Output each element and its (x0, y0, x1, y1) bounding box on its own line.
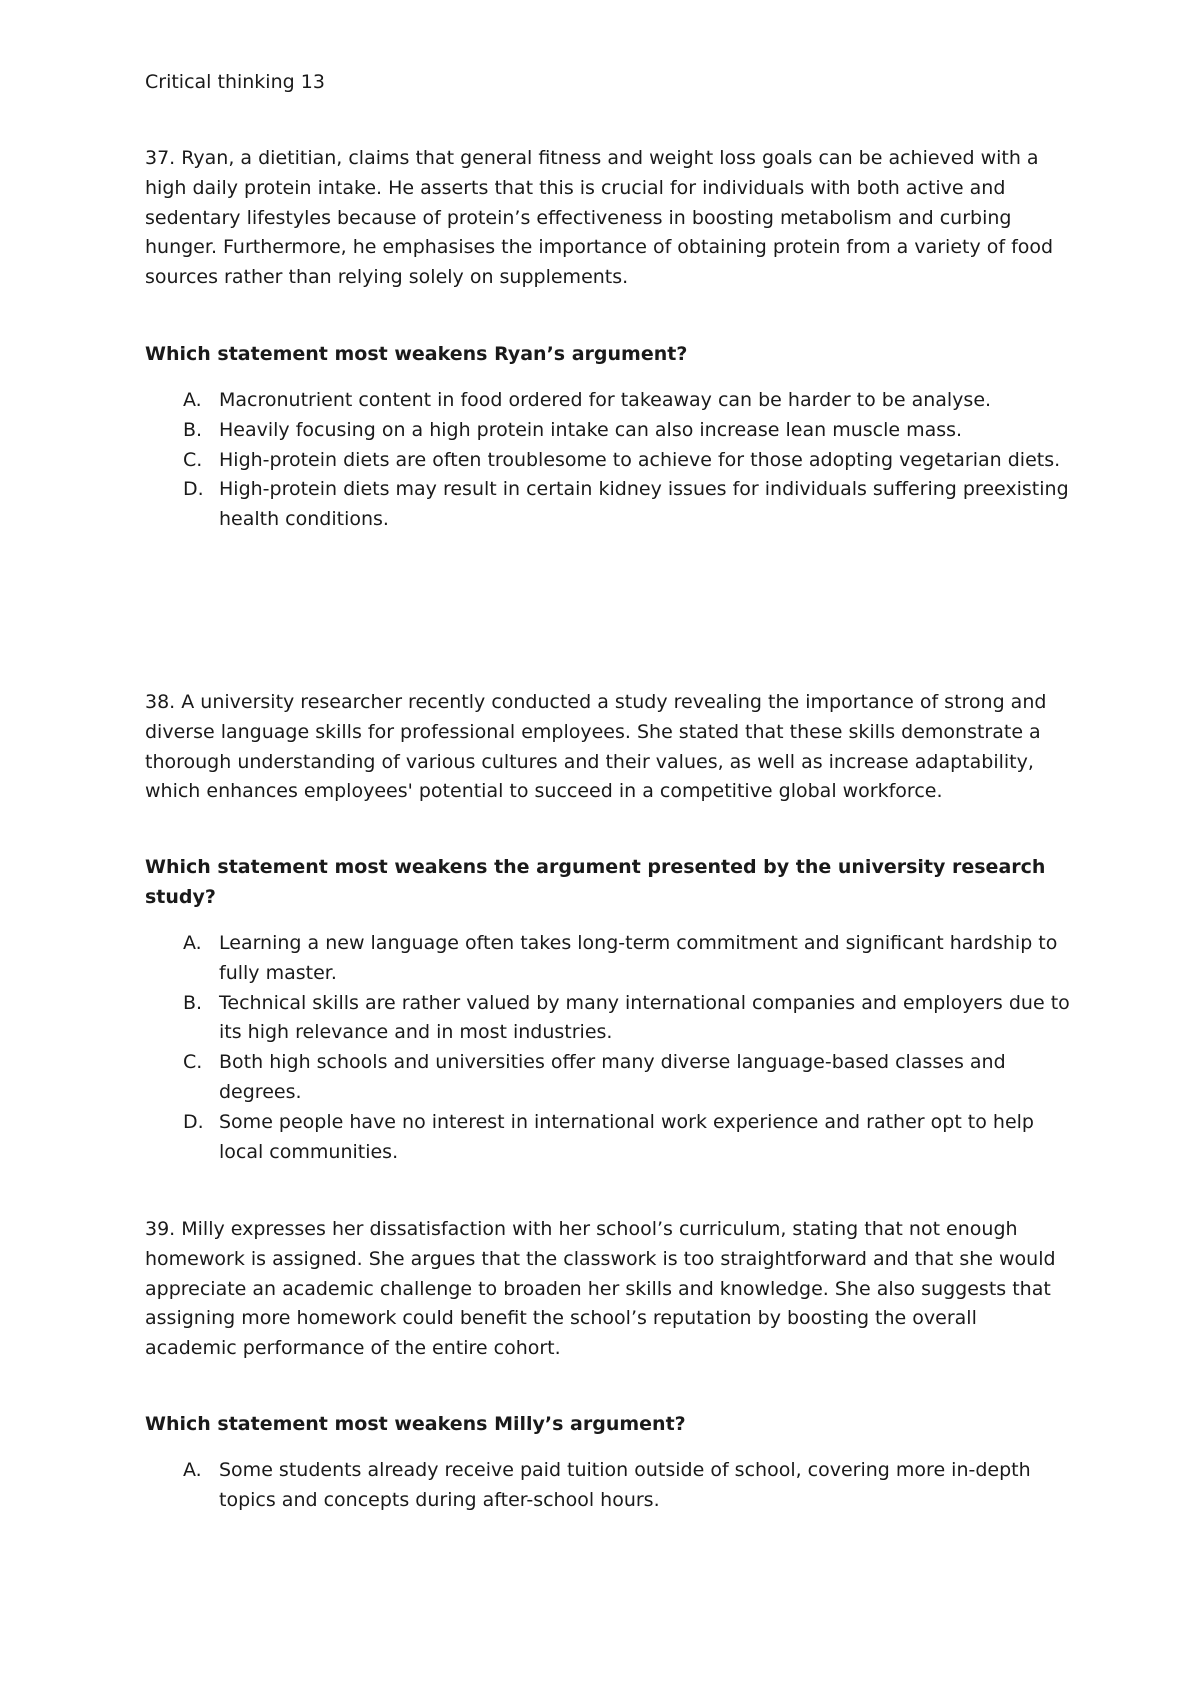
question-37-prompt: Which statement most weakens Ryan’s argument? (145, 343, 688, 365)
question-39-options (145, 1456, 1070, 1516)
option-c (145, 446, 1070, 476)
question-37-options (145, 386, 1070, 535)
option-letter: A. (183, 1459, 202, 1481)
option-text: Macronutrient content in food ordered for takeaway can be harder to be analyse. (219, 389, 992, 411)
option-letter: A. (183, 389, 202, 411)
option-d (145, 475, 1070, 535)
question-38-prompt: Which statement most weakens the argument presented by the university research study? (145, 856, 1046, 908)
option-text: High-protein diets are often troublesome to achieve for those adopting vegetarian diets. (219, 448, 1061, 471)
question-39-prompt: Which statement most weakens Milly’s argument? (145, 1413, 686, 1435)
option-letter: B. (183, 418, 203, 441)
option-c (145, 1048, 1070, 1108)
option-text: Some students already receive paid tuition outside of school, covering more in-depth topics and concepts during after-school hours. (219, 1459, 1031, 1511)
option-letter: A. (183, 932, 202, 954)
option-letter: D. (183, 1110, 204, 1133)
option-b (145, 416, 1070, 446)
option-text: Technical skills are rather valued by many international companies and employers due to its high relevance and in most industries. (219, 991, 1070, 1044)
question-39-text: 39. Milly expresses her dissatisfaction with her school’s curriculum, stating that not enough homework is assigned. She argues that the classwork is too straightforward and that she would appreciate an academic challenge to broaden her skills and knowledge. She also suggests that assigning more homework could benefit the school’s reputation by boosting the overall academic performance of the entire cohort. (145, 1218, 1056, 1360)
option-a (145, 929, 1070, 989)
option-text: Heavily focusing on a high protein intake can also increase lean muscle mass. (219, 418, 963, 441)
option-text: Learning a new language often takes long-term commitment and significant hardship to fully master. (219, 932, 1058, 984)
option-text: Some people have no interest in international work experience and rather opt to help local communities. (219, 1110, 1034, 1163)
question-38-text: 38. A university researcher recently conducted a study revealing the importance of strong and diverse language skills for professional employees. She stated that these skills demonstrate a thorough understanding of various cultures and their values, as well as increase adaptability, which enhances employees' potential to succeed in a competitive global workforce. (145, 691, 1047, 803)
option-letter: C. (183, 1051, 203, 1074)
page-header: Critical thinking 13 (145, 71, 325, 93)
option-text: Both high schools and universities offer many diverse language-based classes and degrees. (219, 1051, 1006, 1103)
option-text: High-protein diets may result in certain kidney issues for individuals suffering preexisting health conditions. (219, 478, 1069, 531)
option-a (145, 386, 1070, 416)
question-38-options (145, 929, 1070, 1167)
option-letter: D. (183, 478, 204, 501)
question-37-text: 37. Ryan, a dietitian, claims that general fitness and weight loss goals can be achieved with a high daily protein intake. He asserts that this is crucial for individuals with both active and sedentary lifestyles because of protein’s effectiveness in boosting metabolism and curbing hunger. Furthermore, he emphasises the importance of obtaining protein from a variety of food sources rather than relying solely on supplements. (145, 147, 1054, 289)
option-letter: B. (183, 991, 203, 1014)
option-b (145, 989, 1070, 1049)
option-letter: C. (183, 448, 203, 471)
option-a (145, 1456, 1070, 1516)
option-d (145, 1108, 1070, 1168)
